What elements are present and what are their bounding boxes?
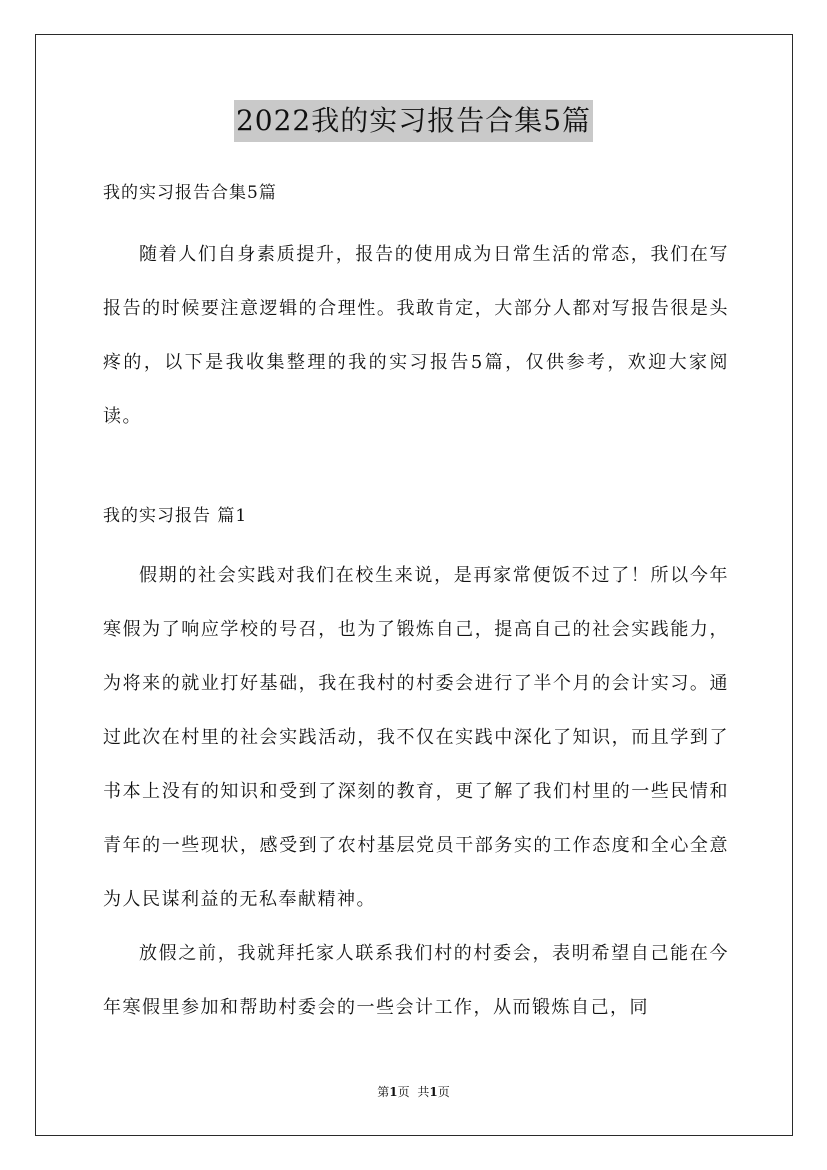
title-container [0,100,827,142]
page-suffix: 页 [397,1085,410,1099]
spacer [103,210,729,228]
document-body [103,176,729,1035]
page-prefix: 第 [377,1085,390,1099]
body-paragraph-2: 放假之前，我就拜托家人联系我们村的村委会，表明希望自己能在今年寒假里参加和帮助村委会的一些会计工作，从而锻炼自己，同 [103,943,729,1018]
document-subtitle: 我的实习报告合集5篇 [103,183,277,203]
intro-paragraph: 随着人们自身素质提升，报告的使用成为日常生活的常态，我们在写报告的时候要注意逻辑的合理性。我敢肯定，大部分人都对写报告很是头疼的，以下是我收集整理的我的实习报告5篇，仅供参考，欢迎大家阅读。 [103,244,729,427]
spacer [103,533,729,549]
page-number: 1 [389,1085,398,1099]
body-paragraph-1: 假期的社会实践对我们在校生来说，是再家常便饭不过了！所以今年寒假为了响应学校的号召，也为了锻炼自己，提高自己的社会实践能力，为将来的就业打好基础，我在我村的村委会进行了半个月的会计实习。通过此次在村里的社会实践活动，我不仅在实践中深化了知识，而且学到了书本上没有的知识和受到了深刻的教育，更了解了我们村里的一些民情和青年的一些现状，感受到了农村基层党员干部务实的工作态度和全心全意为人民谋利益的无私奉献精神。 [103,565,729,910]
section-heading: 我的实习报告 篇1 [103,506,248,526]
spacer [103,444,729,499]
total-prefix: 共 [417,1085,430,1099]
total-number: 1 [429,1085,438,1099]
document-title: 2022我的实习报告合集5篇 [234,100,593,142]
page-footer [0,1083,827,1101]
total-suffix: 页 [437,1085,450,1099]
